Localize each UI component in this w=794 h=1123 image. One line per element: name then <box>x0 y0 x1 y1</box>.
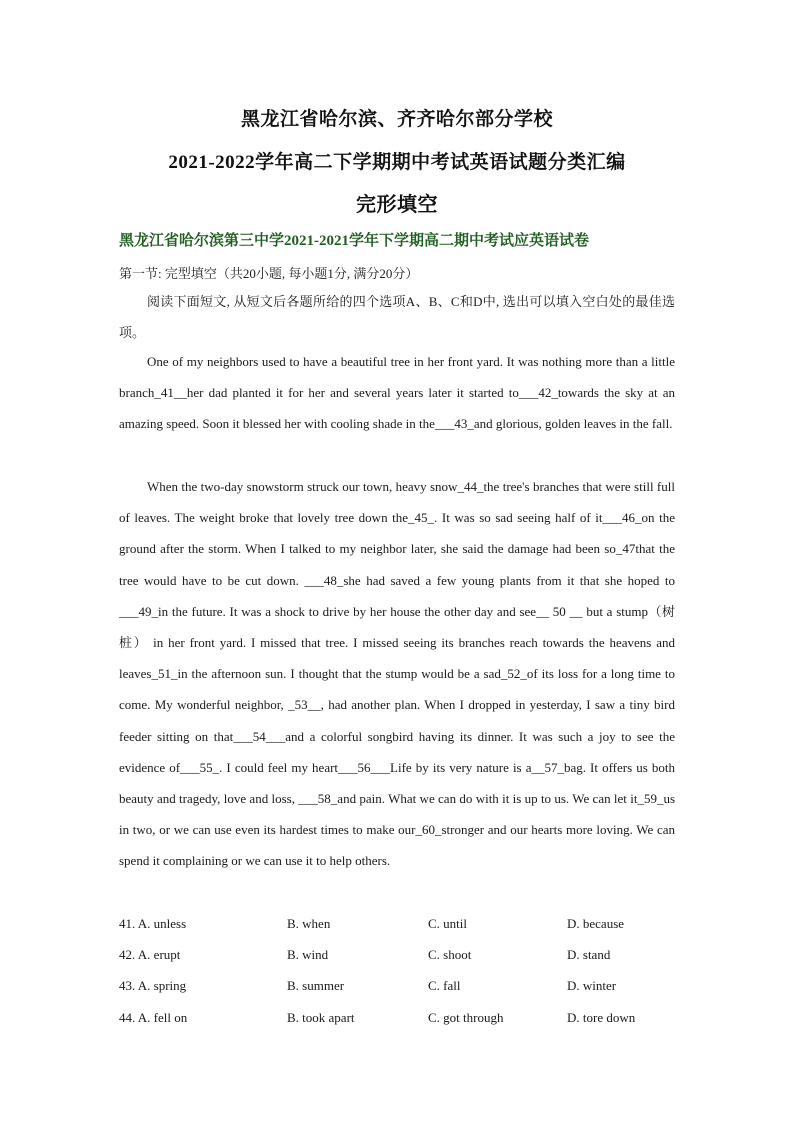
option-d: D. stand <box>567 947 611 963</box>
option-a: 41. A. unless <box>119 916 187 931</box>
option-b: B. wind <box>287 947 329 963</box>
option-d: D. because <box>567 916 625 931</box>
option-a: 43. A. spring <box>119 978 187 994</box>
title-line-2: 2021-2022学年高二下学期期中考试英语试题分类汇编 <box>168 152 626 173</box>
option-b: B. summer <box>287 978 345 994</box>
exam-source-heading: 黑龙江省哈尔滨第三中学2021-2021学年下学期高二期中考试应英语试卷 <box>119 233 589 249</box>
option-b: B. when <box>287 916 331 931</box>
option-a: 44. A. fell on <box>119 1009 188 1025</box>
question-43 <box>119 970 679 1001</box>
passage-paragraph-1: One of my neighbors used to have a beautiful tree in her front yard. It was nothing more than a little branch_41__her dad planted it for her and several years later it started to___42_towards the sky at an amazing speed. Soon it blessed her with cooling shade in the___43_and glorious, golden leaves in the fall. <box>119 354 675 432</box>
option-d: D. winter <box>567 978 617 994</box>
section-heading: 第一节: 完型填空（共20小题, 每小题1分, 满分20分） <box>119 266 419 281</box>
option-c: C. got through <box>428 1009 504 1025</box>
question-options <box>119 908 679 1033</box>
title-line-1: 黑龙江省哈尔滨、齐齐哈尔部分学校 <box>240 109 553 130</box>
passage-paragraph-2: When the two-day snowstorm struck our town, heavy snow_44_the tree's branches that were still full of leaves. The weight broke that lovely tree down the_45_. It was so sad seeing half of it___46_on the ground after the storm. When I talked to my neighbor later, she said the damage had been so_47that the tree would have to be cut down. ___48_she had saved a few young plants from it that she hoped to ___49_in the future. It was a shock to drive by her house the other day and see__ 50 __ but a stump（树桩） in her front yard. I missed that tree. I missed seeing its branches reach towards the heavens and leaves_51_in the afternoon sun. I thought that the stump would be a sad_52_of its loss for a long time to come. My wonderful neighbor, _53__, had another plan. When I dropped in yesterday, I saw a tiny bird feeder sitting on that___54___and a colorful songbird having its dinner. It was such a joy to see the evidence of___55_. I could feel my heart___56___Life by its very nature is a__57_bag. It offers us both beauty and tragedy, love and loss, ___58_and pain. What we can do with it is up to us. We can let it_59_us in two, or we can use even its hardest times to make our_60_stronger and our hearts more loving. We can spend it complaining or we can use it to help others. <box>119 479 675 869</box>
instructions: 阅读下面短文, 从短文后各题所给的四个选项A、B、C和D中, 选出可以填入空白处的最佳选项。 <box>119 294 675 341</box>
title-line-3: 完形填空 <box>356 194 438 216</box>
question-42 <box>119 939 679 970</box>
option-a: 42. A. erupt <box>119 947 181 963</box>
question-44 <box>119 1002 679 1033</box>
option-d: D. tore down <box>567 1009 636 1025</box>
option-c: C. fall <box>428 978 461 994</box>
option-c: C. until <box>428 916 468 931</box>
option-b: B. took apart <box>287 1009 355 1025</box>
question-41 <box>119 908 679 939</box>
option-c: C. shoot <box>428 947 472 963</box>
